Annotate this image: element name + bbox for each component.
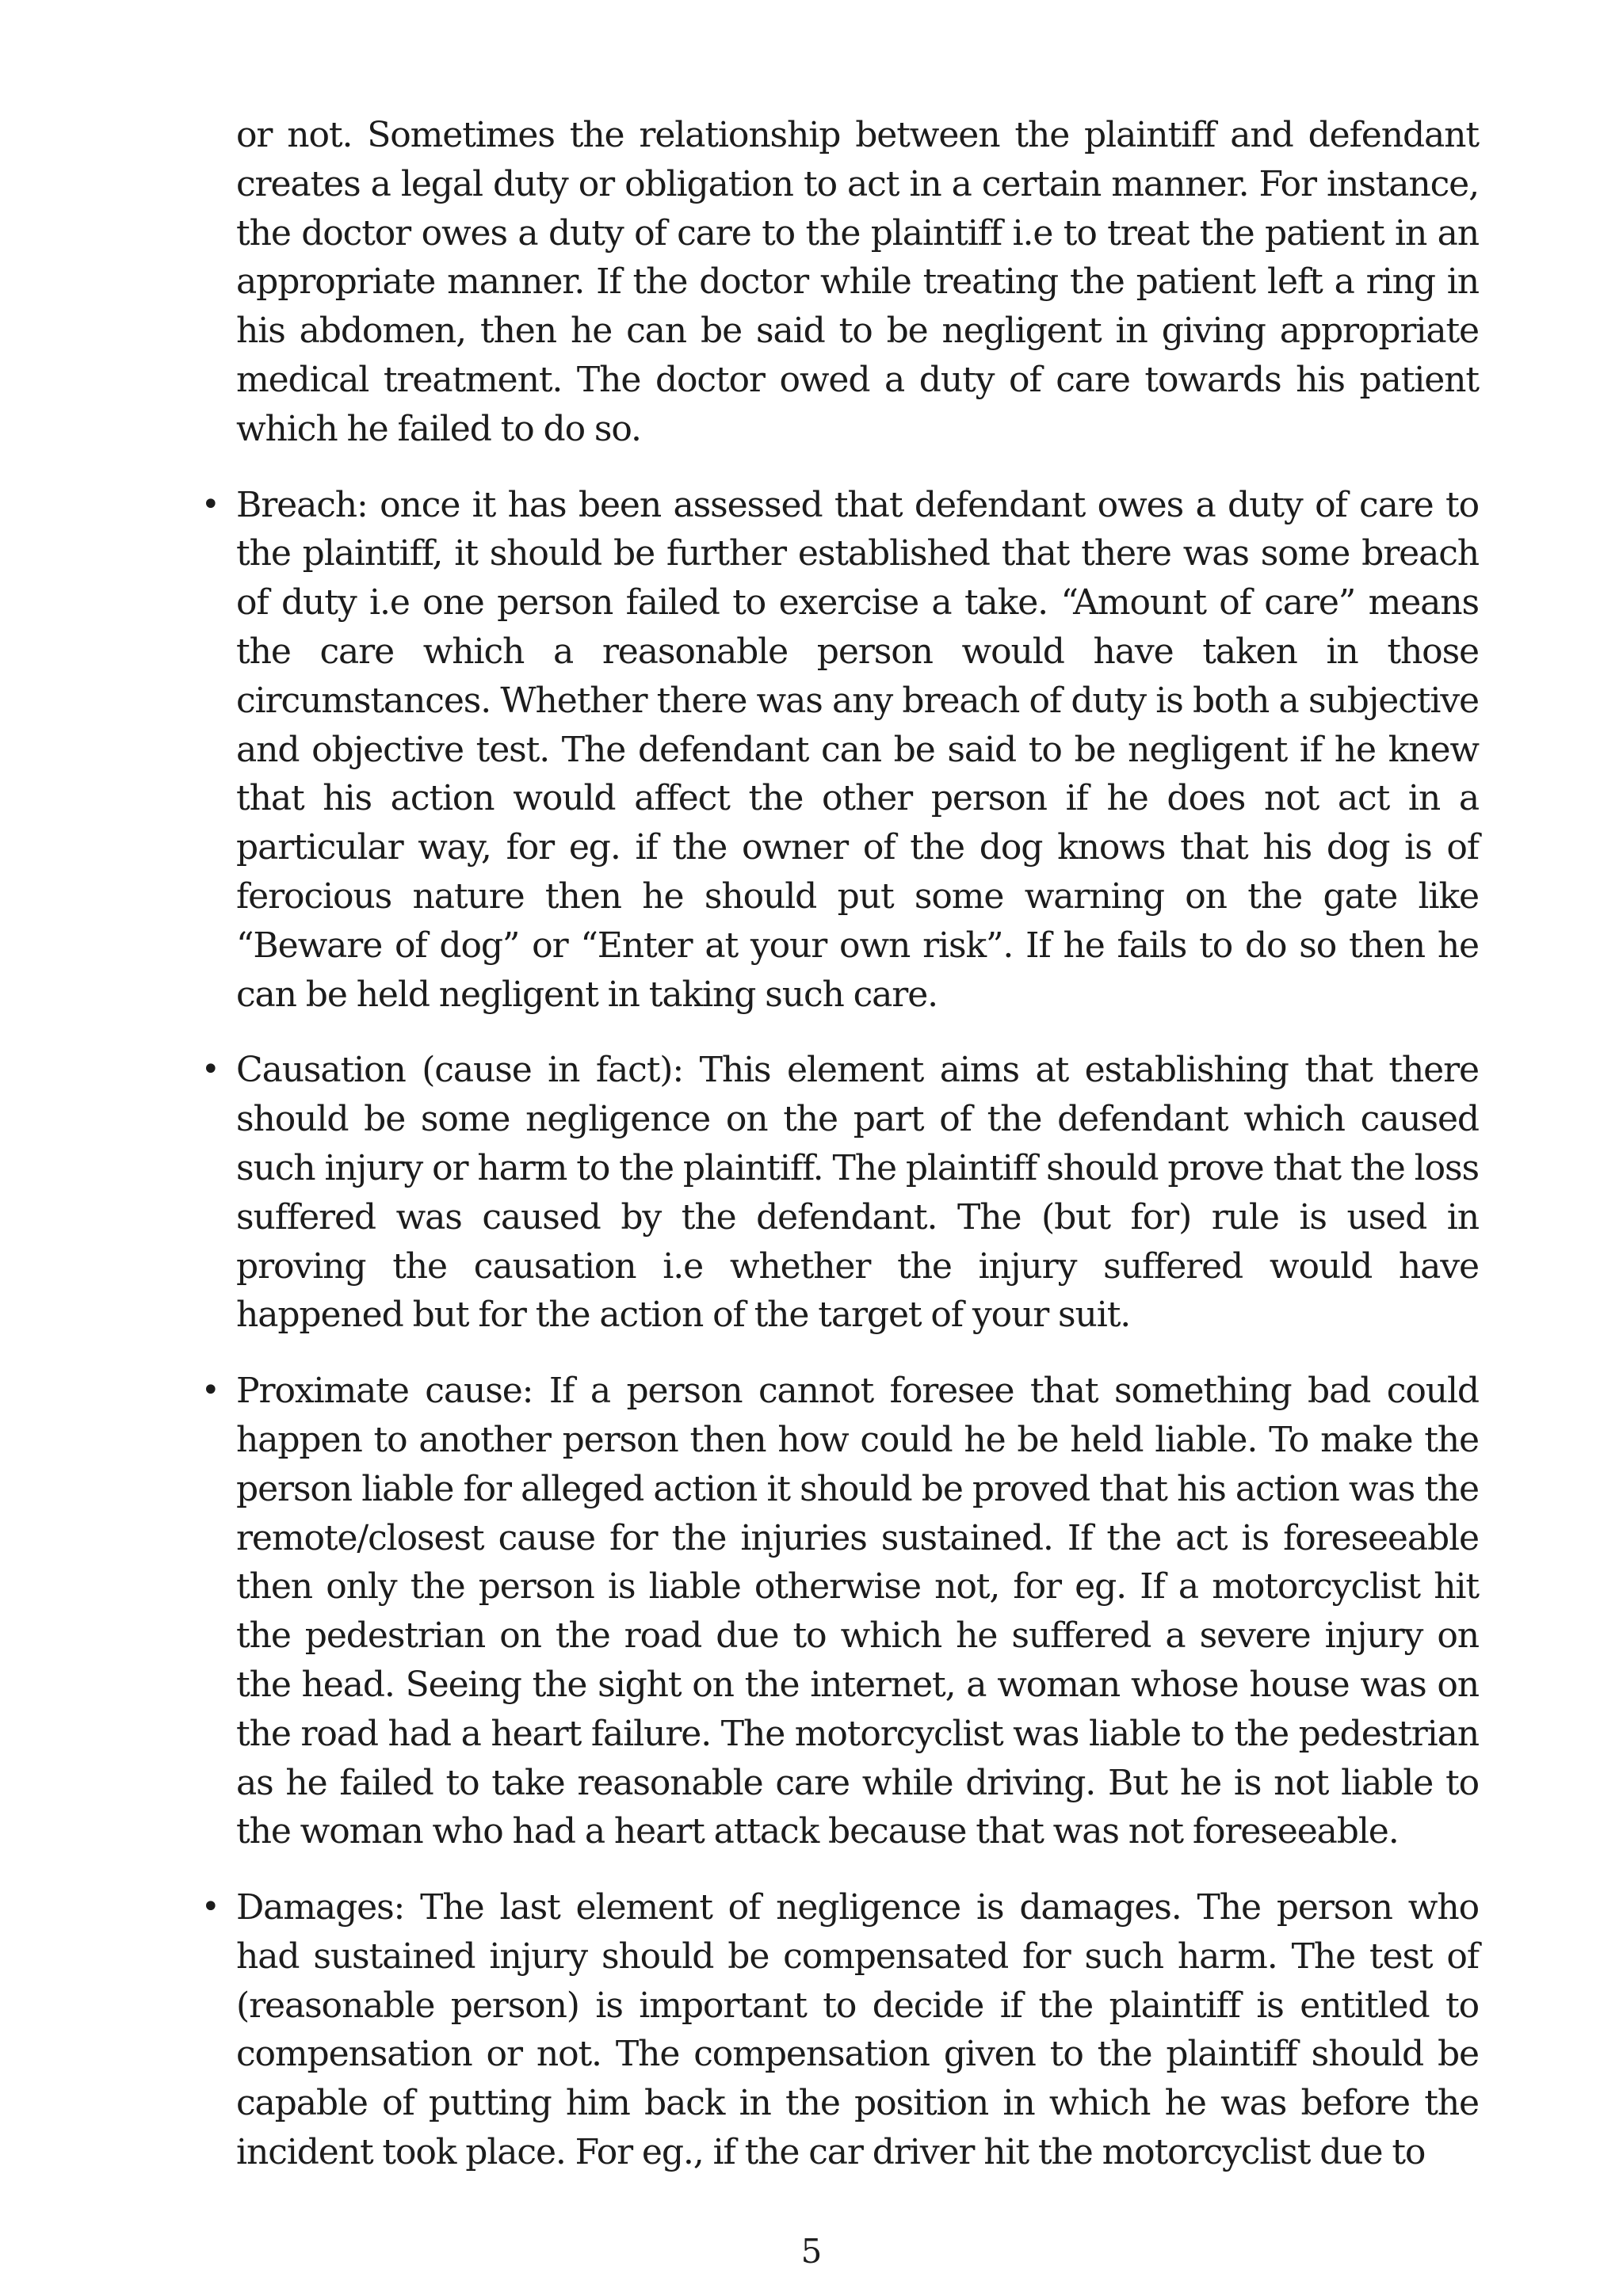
list-item-damages [201, 1883, 1479, 2177]
bullet-icon: • [201, 486, 220, 523]
page-body [201, 111, 1479, 2177]
list-item-text: Damages: The last element of negligence is damages. The person who had sustained injury should be compensated for such harm. The test of (reasonable person) is important to decide if the plaintiff is entitled to compensation or not. The compensation given to the plaintiff should be capable of putting him back in the position in which he was before the incident took place. For eg., if the car driver hit the motorcyclist due to [236, 1887, 1479, 2173]
bullet-icon: • [201, 1372, 220, 1409]
bullet-icon: • [201, 1889, 220, 1926]
list-item-text: Causation (cause in fact): This element aims at establishing that there should be some negligence on the part of the defendant which caused such injury or harm to the plaintiff. The plaintiff should prove that the loss suffered was caused by the defendant. The (but for) rule is used in proving the causation i.e whether the injury suffered would have happened but for the action of the target of your suit. [236, 1050, 1479, 1336]
negligence-elements-list [201, 481, 1479, 2177]
bullet-icon: • [201, 1051, 220, 1089]
page-number: 5 [800, 2232, 823, 2271]
list-item-causation [201, 1046, 1479, 1340]
intro-paragraph: or not. Sometimes the relationship between the plaintiff and defendant creates a legal duty or obligation to act in a certain manner. For instance, the doctor owes a duty of care to the plaintiff i.e to treat the patient in an appropriate manner. If the doctor while treating the patient left a ring in his abdomen, then he can be said to be negligent in giving appropriate medical treatment. The doctor owed a duty of care towards his patient which he failed to do so. [236, 115, 1479, 449]
list-item-breach [201, 481, 1479, 1020]
list-item-proximate-cause [201, 1367, 1479, 1856]
list-item-text: Breach: once it has been assessed that defendant owes a duty of care to the plaintiff, it should be further established that there was some breach of duty i.e one person failed to exercise a take. “Amount of care” means the care which a reasonable person would have taken in those circumstances. Whether there was any breach of duty is both a subjective and objective test. The defendant can be said to be negligent if he knew that his action would affect the other person if he does not act in a particular way, for eg. if the owner of the dog knows that his dog is of ferocious nature then he should put some warning on the gate like “Beware of dog” or “Enter at your own risk”. If he fails to do so then he can be held negligent in taking such care. [236, 484, 1479, 1015]
list-item-text: Proximate cause: If a person cannot foresee that something bad could happen to another person then how could he be held liable. To make the person liable for alleged action it should be proved that his action was the remote/closest cause for the injuries sustained. If the act is foreseeable then only the person is liable otherwise not, for eg. If a motorcyclist hit the pedestrian on the road due to which he suffered a severe injury on the head. Seeing the sight on the internet, a woman whose house was on the road had a heart failure. The motorcyclist was liable to the pedestrian as he failed to take reasonable care while driving. But he is not liable to the woman who had a heart attack because that was not foreseeable. [236, 1371, 1479, 1852]
